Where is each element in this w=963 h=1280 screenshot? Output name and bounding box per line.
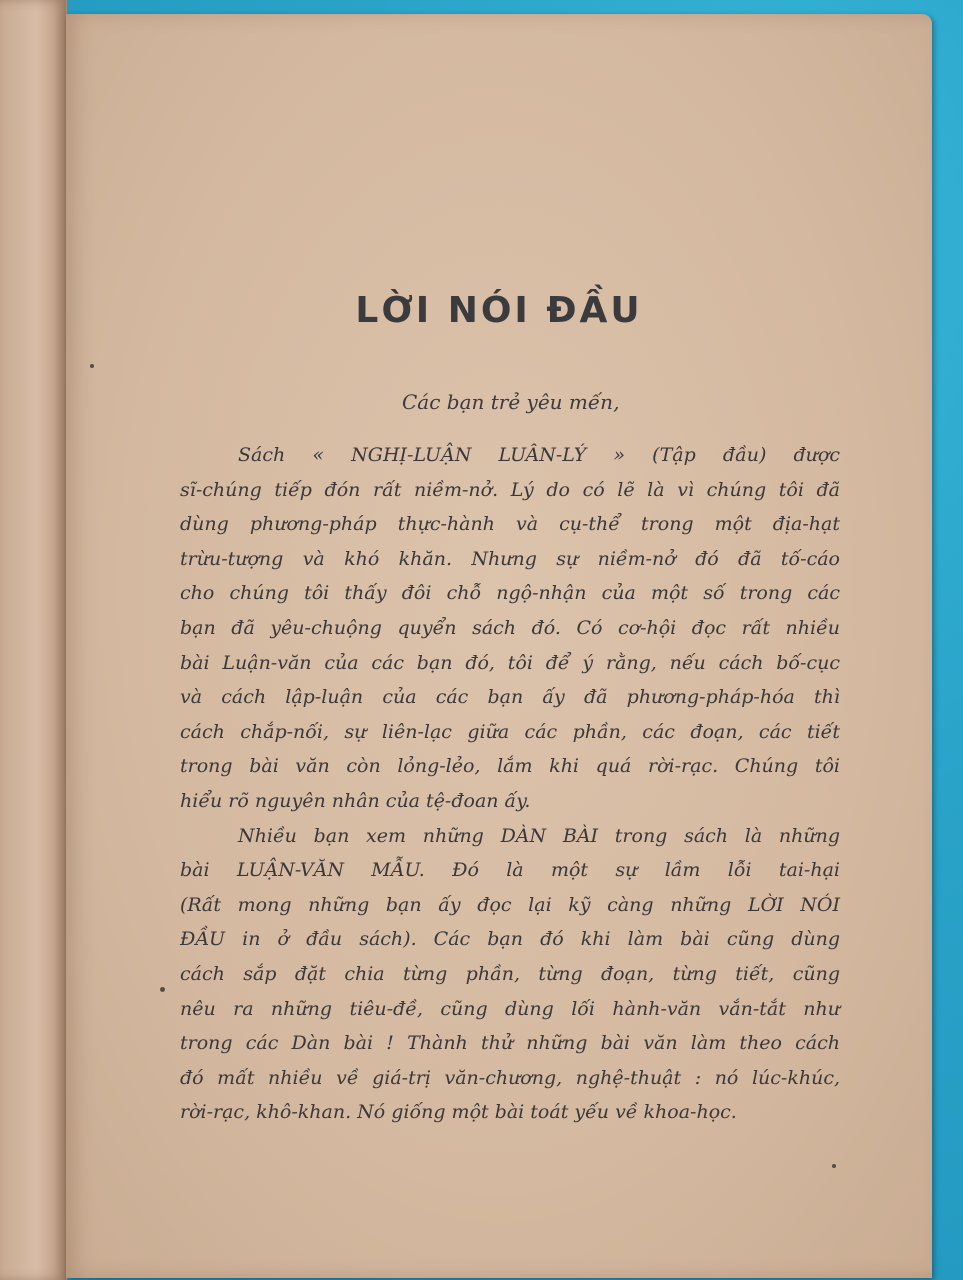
body-text xyxy=(180,438,840,1130)
book-page xyxy=(66,14,932,1278)
text-line: nêu ra những tiêu-đề, cũng dùng lối hành-văn vắn-tắt như xyxy=(180,997,840,1020)
text-line: Sách « NGHỊ-LUẬN LUÂN-LÝ » (Tập đầu) được xyxy=(238,444,840,466)
text-line: bài Luận-văn của các bạn đó, tôi để ý rằng, nếu cách bố-cục xyxy=(180,651,840,674)
text-line: đó mất nhiều về giá-trị văn-chương, nghệ-thuật : nó lúc-khúc, xyxy=(180,1066,840,1089)
text-line: sĩ-chúng tiếp đón rất niềm-nở. Lý do có lẽ là vì chúng tôi đã xyxy=(180,478,840,501)
text-line: bài LUẬN-VĂN MẪU. Đó là một sự lầm lỗi tai-hại xyxy=(180,859,840,882)
paper-speck xyxy=(160,987,165,992)
paragraph-2 xyxy=(180,819,840,1130)
text-line: ĐẦU in ở đầu sách). Các bạn đó khi làm bài cũng dùng xyxy=(180,928,840,951)
text-line: cho chúng tôi thấy đôi chỗ ngộ-nhận của một số trong các xyxy=(180,582,840,605)
paper-speck xyxy=(90,364,94,368)
text-line: trong các Dàn bài ! Thành thử những bài văn làm theo cách xyxy=(180,1032,840,1055)
text-line: cách chắp-nối, sự liên-lạc giữa các phần, các đoạn, các tiết xyxy=(180,720,840,743)
text-line: và cách lập-luận của các bạn ấy đã phương-pháp-hóa thì xyxy=(180,686,840,709)
salutation: Các bạn trẻ yêu mến, xyxy=(402,390,620,414)
facing-page-edge xyxy=(0,0,67,1280)
text-line: trừu-tượng và khó khăn. Nhưng sự niềm-nở đó đã tố-cáo xyxy=(180,547,840,570)
page-title: LỜI NÓI ĐẦU xyxy=(355,290,643,331)
paper-speck xyxy=(832,1164,836,1168)
text-line: (Rất mong những bạn ấy đọc lại kỹ càng những LỜI NÓI xyxy=(180,893,840,916)
text-line: dùng phương-pháp thực-hành và cụ-thể trong một địa-hạt xyxy=(180,513,840,536)
text-line: cách sắp đặt chia từng phần, từng đoạn, từng tiết, cũng xyxy=(180,962,840,985)
text-line: rời-rạc, khô-khan. Nó giống một bài toát yếu về khoa-học. xyxy=(180,1101,737,1124)
paragraph-1 xyxy=(180,438,840,819)
text-line: trong bài văn còn lỏng-lẻo, lắm khi quá rời-rạc. Chúng tôi xyxy=(180,755,840,778)
text-line: hiểu rõ nguyên nhân của tệ-đoan ấy. xyxy=(180,789,531,812)
text-line: bạn đã yêu-chuộng quyển sách đó. Có cơ-hội đọc rất nhiều xyxy=(180,616,840,639)
text-line: Nhiều bạn xem những DÀN BÀI trong sách là những xyxy=(238,824,840,847)
